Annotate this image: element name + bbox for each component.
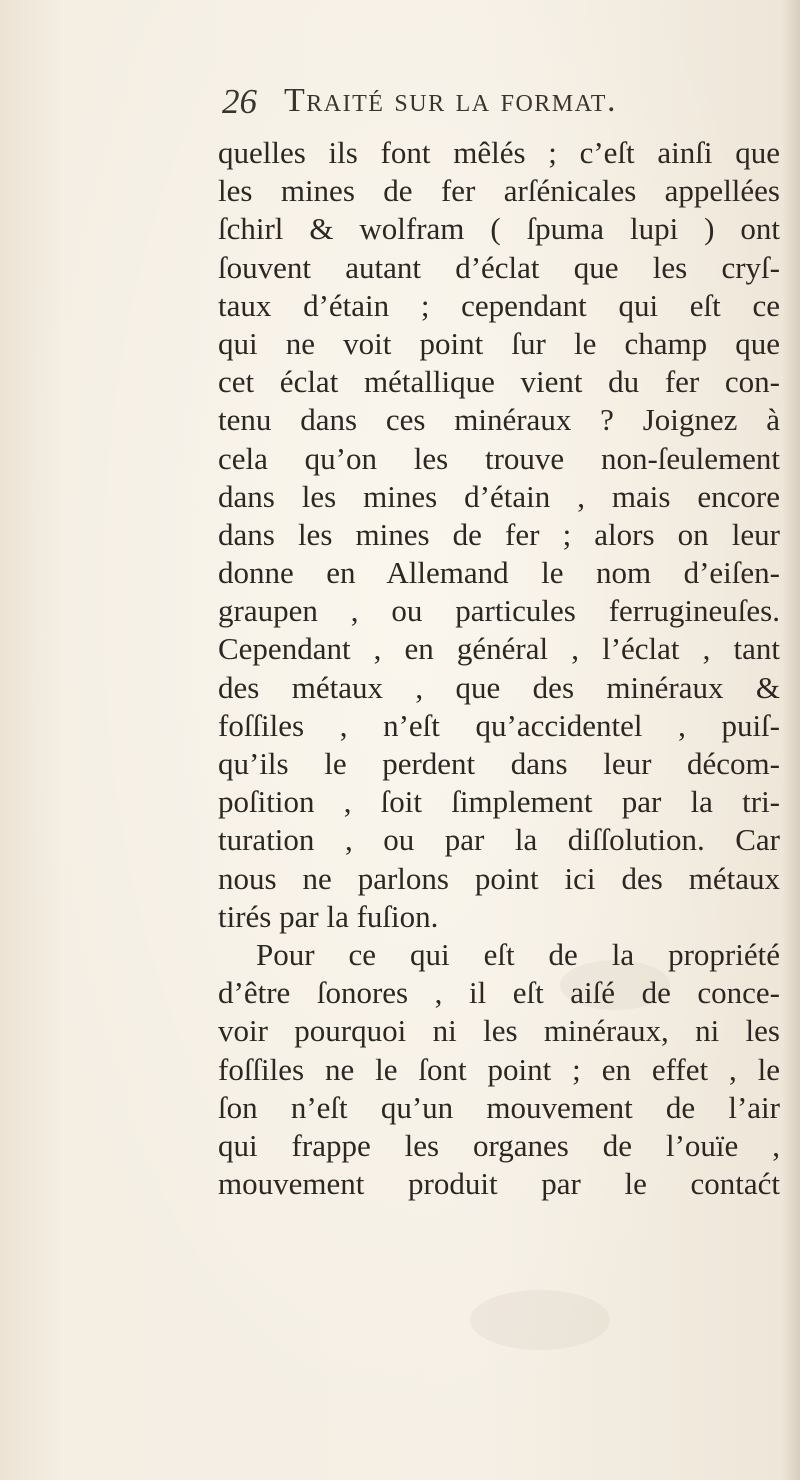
text-line: ſon n’eſt qu’un mouvement de l’air: [218, 1089, 780, 1125]
text-line: graupen , ou particules ferrugineuſes.: [218, 593, 780, 629]
text-line: turation , ou par la diſſolution. Car: [218, 822, 780, 858]
text-line: les mines de fer arſénicales appellées: [218, 173, 780, 209]
text-line: Pour ce qui eſt de la propriété: [256, 936, 780, 972]
text-line: dans les mines de fer ; alors on leur: [218, 516, 780, 552]
text-line: qui ne voit point ſur le champ que: [218, 325, 780, 361]
text-line: quelles ils font mêlés ; c’eſt ainſi que: [218, 135, 780, 170]
text-line: foſſiles , n’eſt qu’accidentel , puiſ-: [218, 707, 780, 743]
text-line: nous ne parlons point ici des métaux: [218, 860, 780, 896]
text-line: tenu dans ces minéraux ? Joignez à: [218, 402, 780, 438]
page-edge-shadow: [782, 0, 800, 1480]
text-line: tirés par la fuſion.: [218, 898, 439, 934]
text-line: donne en Allemand le nom d’eiſen-: [218, 555, 780, 591]
body-text: [218, 134, 780, 1203]
text-line: ſouvent autant d’éclat que les cryſ-: [218, 249, 780, 285]
text-line: voir pourquoi ni les minéraux, ni les: [218, 1013, 780, 1049]
page-header: [222, 82, 742, 122]
page-stain: [470, 1290, 610, 1350]
text-line: qu’ils le perdent dans leur décom-: [218, 746, 780, 781]
text-line: cet éclat métallique vient du fer con-: [218, 364, 780, 400]
text-line: ſchirl & wolfram ( ſpuma lupi ) ont: [218, 211, 780, 247]
text-line: foſſiles ne le ſont point ; en effet , le: [218, 1051, 780, 1087]
text-line: qui frappe les organes de l’ouïe ,: [218, 1127, 780, 1163]
text-line: mouvement produit par le contaćt: [218, 1166, 780, 1202]
text-line: dans les mines d’étain , mais encore: [218, 478, 780, 514]
text-line: poſition , ſoit ſimplement par la tri-: [218, 784, 780, 820]
page-number: 26: [222, 82, 257, 121]
text-line: des métaux , que des minéraux &: [218, 669, 780, 705]
text-line: taux d’étain ; cependant qui eſt ce: [218, 287, 780, 323]
running-title: Traité sur la format.: [284, 82, 617, 119]
text-line: Cependant , en général , l’éclat , tant: [218, 631, 780, 667]
text-line: d’être ſonores , il eſt aiſé de conce-: [218, 975, 780, 1011]
text-line: cela qu’on les trouve non-ſeulement: [218, 440, 780, 476]
